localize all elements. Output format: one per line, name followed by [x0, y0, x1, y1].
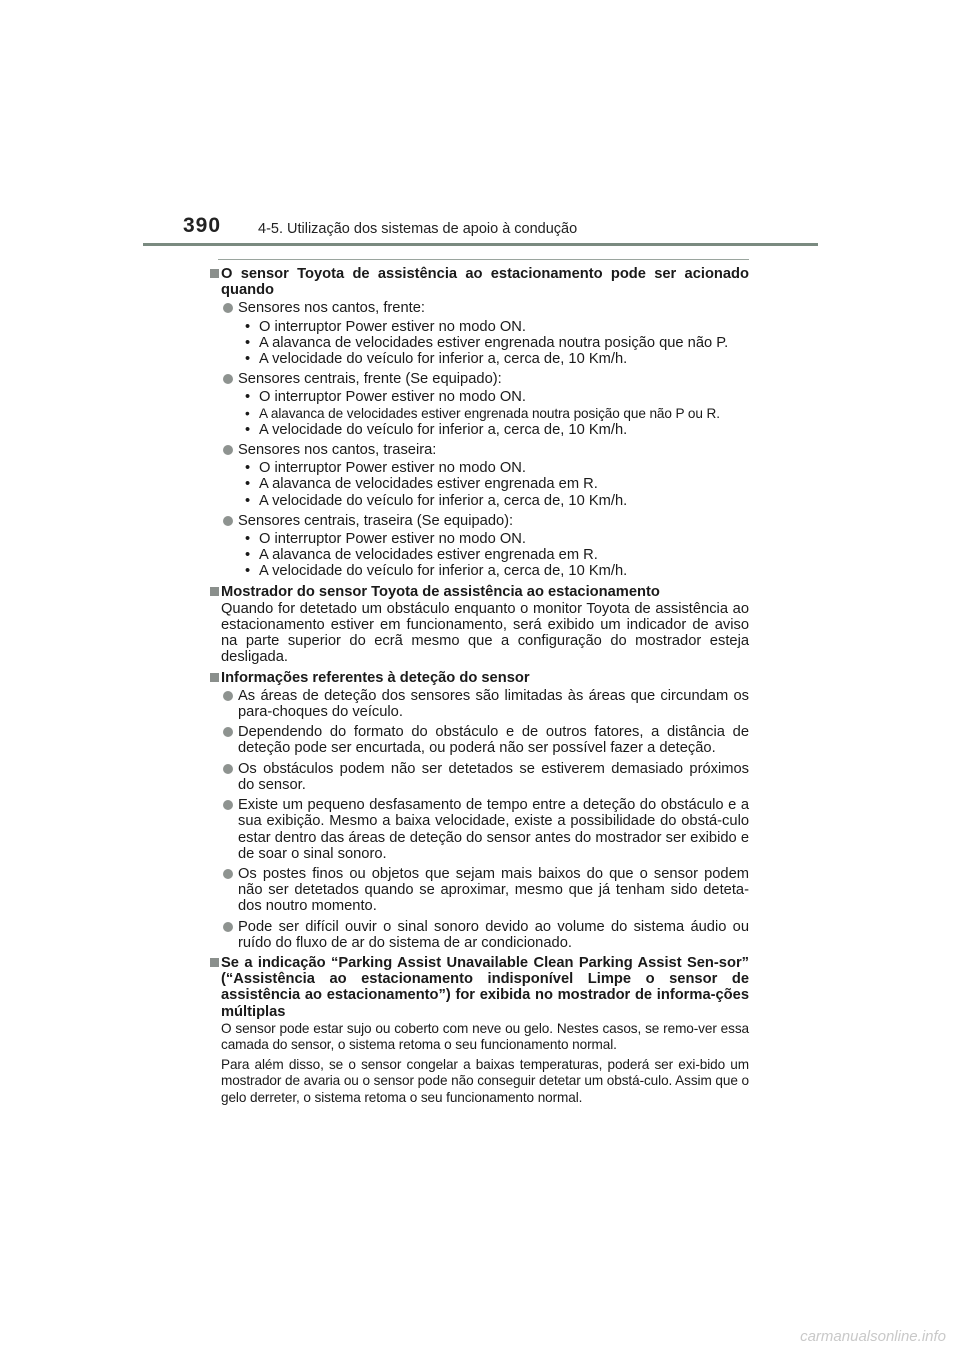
sub-list-item: • A alavanca de velocidades estiver engrenada em R. — [245, 476, 598, 493]
watermark-text: carmanualsonline.info — [800, 1328, 946, 1345]
list-item — [221, 371, 749, 438]
bullet-text: Existe um pequeno desfasamento de tempo entre a deteção do obstáculo e a sua exibição. Mesmo a baixa velocidade, existe a possibilidade do obstá-culo estar dentro das áreas de deteção do sensor antes do mostrador ser exibido e de soar o sinal sonoro. — [238, 797, 749, 862]
bullet-text: Sensores nos cantos, traseira: — [238, 442, 437, 459]
section-square-icon — [210, 673, 219, 682]
paragraph: O sensor pode estar sujo ou coberto com neve ou gelo. Nestes casos, se remo-ver essa camada do sensor, o sistema retoma o seu funcionamento normal. — [221, 1020, 749, 1052]
section-square-icon — [210, 587, 219, 596]
page-number: 390 — [183, 214, 222, 237]
sub-list-item: • O interruptor Power estiver no modo ON. — [245, 531, 526, 548]
list-item — [221, 724, 749, 756]
bullet-text: As áreas de deteção dos sensores são limitadas às áreas que circundam os para-choques do veículo. — [238, 687, 749, 721]
sub-list — [238, 319, 749, 368]
list-item — [221, 688, 749, 720]
page-content — [208, 266, 749, 1110]
bullet-circle-icon — [223, 727, 233, 737]
bullet-circle-icon — [223, 800, 233, 810]
sub-list-item: • A alavanca de velocidades estiver engrenada em R. — [245, 547, 598, 564]
bullet-text: Sensores centrais, traseira (Se equipado): — [238, 512, 514, 529]
sub-list-item: • O interruptor Power estiver no modo ON. — [245, 318, 526, 335]
bullet-circle-icon — [223, 303, 233, 313]
list-item — [221, 761, 749, 793]
bullet-circle-icon — [223, 869, 233, 879]
section-detection-info — [208, 670, 749, 951]
list-item — [221, 513, 749, 580]
page-header — [0, 0, 960, 250]
sub-list-item: • A velocidade do veículo for inferior a, cerca de, 10 Km/h. — [245, 351, 628, 368]
paragraph: Quando for detetado um obstáculo enquanto o monitor Toyota de assistência ao estacionamento estiver em funcionamento, será exibido um indicador de aviso na parte superior do ecrã mesmo que a configuração do mostrador esteja desligada. — [221, 600, 749, 666]
sub-list-item: • A alavanca de velocidades estiver engrenada noutra posição que não P. — [245, 334, 729, 351]
list-item — [221, 442, 749, 509]
list-item — [221, 797, 749, 862]
bullet-text: Os postes finos ou objetos que sejam mais baixos do que o sensor podem não ser detetados quando se aproximar, mesmo que já tenham sido deteta-dos noutro momento. — [238, 865, 749, 915]
sub-list-item: • A velocidade do veículo for inferior a, cerca de, 10 Km/h. — [245, 492, 628, 509]
bullet-text: Pode ser difícil ouvir o sinal sonoro devido ao volume do sistema áudio ou ruído do fluxo de ar do sistema de ar condicionado. — [238, 918, 749, 951]
section-square-icon — [210, 958, 219, 967]
sub-list-item: • A velocidade do veículo for inferior a, cerca de, 10 Km/h. — [245, 563, 628, 580]
list-item — [221, 919, 749, 951]
bullet-text: Sensores nos cantos, frente: — [238, 300, 425, 317]
section-title: Informações referentes à deteção do sensor — [221, 669, 530, 686]
section-title: Se a indicação “Parking Assist Unavailable Clean Parking Assist Sen-sor” (“Assistência ao estacionamento indisponível Limpe o sensor de assistência ao estacionamento”) for exibida no mostrador de informa-ções múltiplas — [221, 954, 749, 1020]
section-sensor-unavailable — [208, 955, 749, 1106]
bullet-circle-icon — [223, 445, 233, 455]
sub-list-item: • O interruptor Power estiver no modo ON. — [245, 389, 526, 406]
section-title: O sensor Toyota de assistência ao estacionamento pode ser acionado quando — [221, 266, 749, 299]
bullet-circle-icon — [223, 374, 233, 384]
bullet-text: Os obstáculos podem não ser detetados se estiverem demasiado próximos do sensor. — [238, 760, 749, 793]
section-body — [221, 1021, 749, 1106]
chapter-title: 4-5. Utilização dos sistemas de apoio à condução — [258, 221, 578, 237]
bullet-text: Dependendo do formato do obstáculo e de outros fatores, a distância de deteção pode ser encurtada, ou poderá não ser possível fazer a deteção. — [238, 724, 749, 757]
section-title: Mostrador do sensor Toyota de assistência ao estacionamento — [221, 583, 660, 600]
section-sensor-display — [208, 584, 749, 666]
list-item — [221, 866, 749, 915]
bullet-circle-icon — [223, 764, 233, 774]
list-item — [221, 300, 749, 367]
sub-list — [238, 531, 749, 580]
section-square-icon — [210, 269, 219, 278]
section-sensor-activation — [208, 266, 749, 580]
sub-list-item: • O interruptor Power estiver no modo ON. — [245, 460, 526, 477]
sub-list-item: • A alavanca de velocidades estiver engrenada noutra posição que não P ou R. — [245, 405, 720, 421]
bullet-circle-icon — [223, 516, 233, 526]
bullet-circle-icon — [223, 691, 233, 701]
sub-list — [238, 389, 749, 438]
header-rule — [143, 243, 818, 246]
bullet-circle-icon — [223, 922, 233, 932]
bullet-text: Sensores centrais, frente (Se equipado): — [238, 371, 502, 388]
paragraph: Para além disso, se o sensor congelar a baixas temperaturas, poderá ser exi-bido um mostrador de avaria ou o sensor pode não conseguir detetar um obstá-culo. Assim que o gelo derreter, o sistema retoma o seu funcionamento normal. — [221, 1057, 749, 1105]
sub-list-item: • A velocidade do veículo for inferior a, cerca de, 10 Km/h. — [245, 421, 628, 438]
section-body — [221, 601, 749, 666]
content-rule — [218, 259, 749, 260]
sub-list — [238, 460, 749, 509]
